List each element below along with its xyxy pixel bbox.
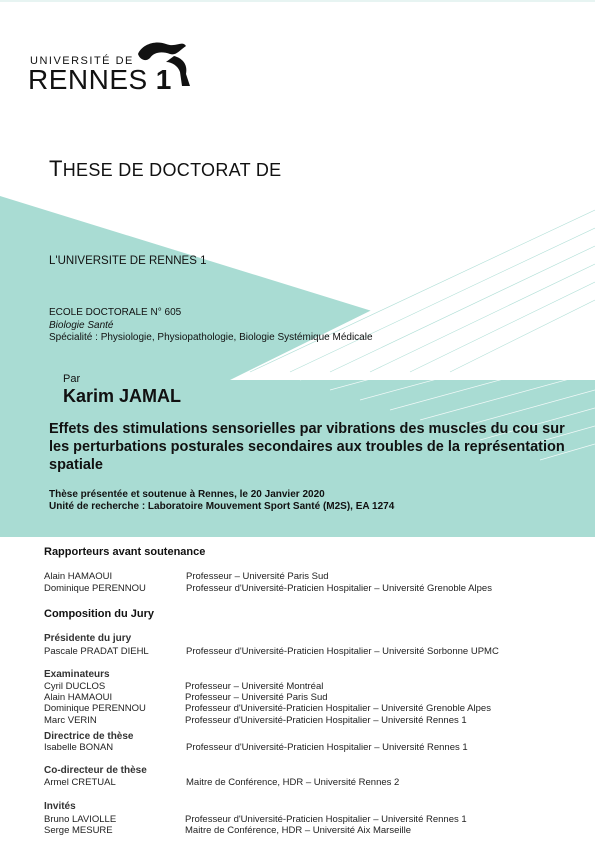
table-row <box>44 825 564 837</box>
member-role: Professeur d'Université-Praticien Hospitalier – Université Grenoble Alpes <box>186 583 492 594</box>
member-name: Bruno LAVIOLLE <box>44 814 117 825</box>
logo-rennes: RENNES <box>28 64 148 95</box>
member-role: Professeur – Université Paris Sud <box>186 571 329 582</box>
school-field: Biologie Santé <box>49 320 114 331</box>
table-row <box>44 742 564 754</box>
member-name: Marc VERIN <box>44 715 97 726</box>
specialty: Spécialité : Physiologie, Physiopathologie, Biologie Systémique Médicale <box>49 332 373 343</box>
director-label: Directrice de thèse <box>44 731 134 742</box>
author-prefix: Par <box>63 373 81 385</box>
member-role: Professeur – Université Montréal <box>185 681 324 692</box>
member-role: Maitre de Conférence, HDR – Université Rennes 2 <box>186 777 400 788</box>
member-role: Professeur d'Université-Praticien Hospitalier – Université Rennes 1 <box>185 814 467 825</box>
member-name: Alain HAMAOUI <box>44 571 113 582</box>
rapporteurs-heading: Rapporteurs avant soutenance <box>44 546 206 558</box>
member-name: Alain HAMAOUI <box>44 692 113 703</box>
jury-heading: Composition du Jury <box>44 608 154 620</box>
table-row <box>44 703 564 715</box>
member-name: Dominique PERENNOU <box>44 703 146 714</box>
member-name: Isabelle BONAN <box>44 742 114 753</box>
member-name: Pascale PRADAT DIEHL <box>44 646 149 657</box>
member-role: Professeur – Université Paris Sud <box>185 692 328 703</box>
title-rest: HESE DE DOCTORAT DE <box>62 160 282 180</box>
member-role: Maitre de Conférence, HDR – Université Aix Marseille <box>185 825 411 836</box>
logo-line2 <box>28 64 172 96</box>
member-role: Professeur d'Université-Praticien Hospitalier – Université Sorbonne UPMC <box>186 646 499 657</box>
member-role: Professeur d'Université-Praticien Hospitalier – Université Rennes 1 <box>185 715 467 726</box>
member-name: Armel CRETUAL <box>44 777 116 788</box>
title-cap: T <box>49 156 63 181</box>
member-name: Cyril DUCLOS <box>44 681 106 692</box>
table-row <box>44 646 564 658</box>
table-row <box>44 715 564 727</box>
logo-line1: UNIVERSITÉ DE <box>30 55 134 67</box>
doctoral-school: ECOLE DOCTORALE N° 605 <box>49 307 182 318</box>
president-label: Présidente du jury <box>44 633 132 644</box>
thesis-title: Effets des stimulations sensorielles par vibrations des muscles du cou sur les perturbations posturales secondaires aux troubles de la représentation spatiale <box>49 421 565 473</box>
examiners-label: Examinateurs <box>44 669 110 680</box>
table-row <box>44 571 564 583</box>
document-title <box>49 156 282 182</box>
member-name: Serge MESURE <box>44 825 113 836</box>
member-role: Professeur d'Université-Praticien Hospitalier – Université Grenoble Alpes <box>185 703 491 714</box>
invited-label: Invités <box>44 801 76 812</box>
defense-info: Thèse présentée et soutenue à Rennes, le 20 Janvier 2020 <box>49 489 325 500</box>
member-role: Professeur d'Université-Praticien Hospitalier – Université Rennes 1 <box>186 742 468 753</box>
table-row <box>44 583 564 595</box>
table-row <box>44 777 564 789</box>
research-unit: Unité de recherche : Laboratoire Mouvement Sport Santé (M2S), EA 1274 <box>49 501 395 512</box>
university-name: L'UNIVERSITE DE RENNES 1 <box>49 255 207 267</box>
author-name: Karim JAMAL <box>63 386 182 406</box>
member-name: Dominique PERENNOU <box>44 583 146 594</box>
logo-numeral: 1 <box>155 64 172 95</box>
codirector-label: Co-directeur de thèse <box>44 765 147 776</box>
